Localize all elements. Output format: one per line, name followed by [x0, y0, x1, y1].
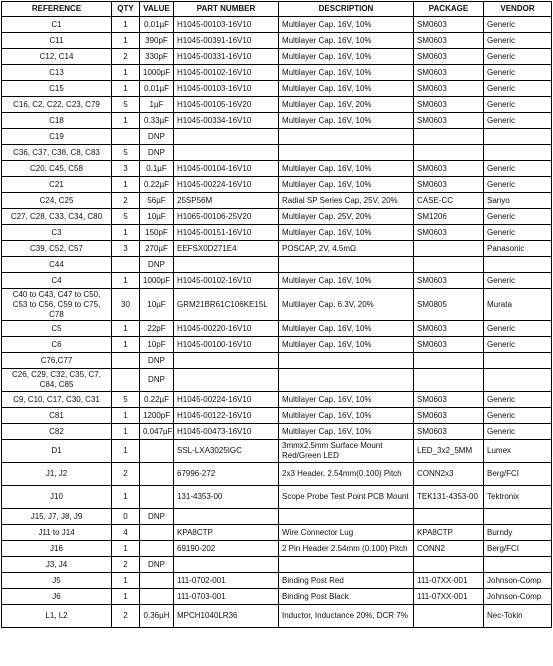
reference-cell: C39, C52, C57: [2, 241, 112, 257]
qty-cell: 1: [112, 273, 140, 289]
vendor-cell: [484, 257, 552, 273]
part-number-cell: H1045-00105-16V20: [174, 97, 279, 113]
column-header-vendor: VENDOR: [484, 2, 552, 17]
vendor-cell: Generic: [484, 177, 552, 193]
vendor-cell: Johnson-Comp: [484, 589, 552, 605]
qty-cell: 1: [112, 408, 140, 424]
package-cell: [414, 241, 484, 257]
reference-cell: C81: [2, 408, 112, 424]
value-cell: 1000pF: [140, 65, 174, 81]
package-cell: 111-07XX-001: [414, 589, 484, 605]
value-cell: [140, 486, 174, 509]
value-cell: 1000pF: [140, 273, 174, 289]
qty-cell: [112, 257, 140, 273]
value-cell: 0.36µH: [140, 605, 174, 628]
qty-cell: 5: [112, 392, 140, 408]
package-cell: TEK131-4353-00: [414, 486, 484, 509]
vendor-cell: Generic: [484, 408, 552, 424]
table-row: [2, 81, 552, 97]
reference-cell: C15: [2, 81, 112, 97]
description-cell: Multilayer Cap, 16V, 10%: [279, 337, 414, 353]
package-cell: 111-07XX-001: [414, 573, 484, 589]
description-cell: 2x3 Header, 2.54mm(0.100) Pitch: [279, 463, 414, 486]
reference-cell: C44: [2, 257, 112, 273]
vendor-cell: [484, 369, 552, 392]
reference-cell: J3, J4: [2, 557, 112, 573]
reference-cell: C3: [2, 225, 112, 241]
part-number-cell: H1045-00220-16V10: [174, 321, 279, 337]
table-row: [2, 486, 552, 509]
qty-cell: 4: [112, 525, 140, 541]
value-cell: 10µF: [140, 209, 174, 225]
table-row: [2, 573, 552, 589]
package-cell: SM0603: [414, 49, 484, 65]
description-cell: Multilayer Cap, 6.3V, 20%: [279, 289, 414, 321]
description-cell: Multilayer Cap, 16V, 20%: [279, 97, 414, 113]
reference-cell: C21: [2, 177, 112, 193]
reference-cell: J15, J7, J8, J9: [2, 509, 112, 525]
value-cell: 0.22µF: [140, 177, 174, 193]
part-number-cell: 67996-272: [174, 463, 279, 486]
package-cell: SM0603: [414, 65, 484, 81]
table-row: [2, 353, 552, 369]
package-cell: CASE-CC: [414, 193, 484, 209]
part-number-cell: [174, 557, 279, 573]
description-cell: Multilayer Cap, 16V, 10%: [279, 65, 414, 81]
value-cell: 56µF: [140, 193, 174, 209]
part-number-cell: H1045-00104-16V10: [174, 161, 279, 177]
table-row: [2, 97, 552, 113]
description-cell: [279, 353, 414, 369]
package-cell: [414, 129, 484, 145]
reference-cell: L1, L2: [2, 605, 112, 628]
reference-cell: C18: [2, 113, 112, 129]
qty-cell: 1: [112, 33, 140, 49]
part-number-cell: [174, 369, 279, 392]
part-number-cell: 111-0702-001: [174, 573, 279, 589]
table-header-row: [2, 2, 552, 17]
part-number-cell: H1045-00103-16V10: [174, 81, 279, 97]
package-cell: SM0805: [414, 289, 484, 321]
vendor-cell: Panasonic: [484, 241, 552, 257]
table-row: [2, 145, 552, 161]
package-cell: [414, 257, 484, 273]
value-cell: DNP: [140, 129, 174, 145]
reference-cell: C13: [2, 65, 112, 81]
table-row: [2, 525, 552, 541]
part-number-cell: H1045-00224-16V10: [174, 177, 279, 193]
description-cell: Multilayer Cap, 16V, 10%: [279, 81, 414, 97]
vendor-cell: Generic: [484, 209, 552, 225]
vendor-cell: [484, 353, 552, 369]
part-number-cell: 69190-202: [174, 541, 279, 557]
description-cell: Radial SP Series Cap, 25V, 20%: [279, 193, 414, 209]
reference-cell: C27, C28, C33, C34, C80: [2, 209, 112, 225]
qty-cell: [112, 353, 140, 369]
table-row: [2, 369, 552, 392]
value-cell: 390pF: [140, 33, 174, 49]
qty-cell: 0: [112, 509, 140, 525]
vendor-cell: Tektronix: [484, 486, 552, 509]
description-cell: Multilayer Cap, 16V, 10%: [279, 392, 414, 408]
qty-cell: 1: [112, 65, 140, 81]
reference-cell: C82: [2, 424, 112, 440]
description-cell: [279, 509, 414, 525]
qty-cell: 1: [112, 541, 140, 557]
description-cell: Multilayer Cap, 16V, 10%: [279, 273, 414, 289]
vendor-cell: Berg/FCI: [484, 541, 552, 557]
package-cell: [414, 145, 484, 161]
vendor-cell: [484, 129, 552, 145]
package-cell: [414, 353, 484, 369]
description-cell: POSCAP, 2V, 4.5mΩ: [279, 241, 414, 257]
value-cell: [140, 541, 174, 557]
reference-cell: J10: [2, 486, 112, 509]
vendor-cell: Generic: [484, 321, 552, 337]
value-cell: DNP: [140, 369, 174, 392]
reference-cell: C26, C29, C32, C35, C7, C84, C85: [2, 369, 112, 392]
vendor-cell: [484, 145, 552, 161]
package-cell: SM0603: [414, 392, 484, 408]
bill-of-materials-table: [1, 1, 552, 628]
reference-cell: J5: [2, 573, 112, 589]
qty-cell: 30: [112, 289, 140, 321]
value-cell: DNP: [140, 353, 174, 369]
column-header-package: PACKAGE: [414, 2, 484, 17]
part-number-cell: H1045-00224-16V10: [174, 392, 279, 408]
table-row: [2, 289, 552, 321]
vendor-cell: [484, 557, 552, 573]
package-cell: SM0603: [414, 97, 484, 113]
vendor-cell: Murata: [484, 289, 552, 321]
table-body: [2, 17, 552, 628]
table-row: [2, 541, 552, 557]
table-row: [2, 337, 552, 353]
reference-cell: C24, C25: [2, 193, 112, 209]
table-row: [2, 209, 552, 225]
vendor-cell: Generic: [484, 65, 552, 81]
reference-cell: D1: [2, 440, 112, 463]
table-row: [2, 193, 552, 209]
description-cell: Inductor, Inductance 20%, DCR 7%: [279, 605, 414, 628]
part-number-cell: H1065-00106-25V20: [174, 209, 279, 225]
package-cell: CONN2x3: [414, 463, 484, 486]
reference-cell: C5: [2, 321, 112, 337]
qty-cell: 1: [112, 321, 140, 337]
value-cell: 22pF: [140, 321, 174, 337]
qty-cell: 1: [112, 17, 140, 33]
description-cell: [279, 129, 414, 145]
part-number-cell: [174, 257, 279, 273]
reference-cell: J1, J2: [2, 463, 112, 486]
part-number-cell: H1045-00473-16V10: [174, 424, 279, 440]
package-cell: SM0603: [414, 177, 484, 193]
qty-cell: 2: [112, 49, 140, 65]
package-cell: SM0603: [414, 273, 484, 289]
column-header-value: VALUE: [140, 2, 174, 17]
reference-cell: J16: [2, 541, 112, 557]
table-row: [2, 241, 552, 257]
description-cell: Binding Post Red: [279, 573, 414, 589]
description-cell: Multilayer Cap, 16V, 10%: [279, 33, 414, 49]
table-row: [2, 589, 552, 605]
table-row: [2, 605, 552, 628]
part-number-cell: GRM21BR61C106KE15L: [174, 289, 279, 321]
qty-cell: [112, 369, 140, 392]
qty-cell: 2: [112, 605, 140, 628]
package-cell: SM0603: [414, 408, 484, 424]
part-number-cell: H1045-00102-16V10: [174, 65, 279, 81]
description-cell: Multilayer Cap, 16V, 10%: [279, 321, 414, 337]
table-row: [2, 321, 552, 337]
reference-cell: C9, C10, C17, C30, C31: [2, 392, 112, 408]
part-number-cell: [174, 353, 279, 369]
package-cell: SM0603: [414, 424, 484, 440]
package-cell: [414, 509, 484, 525]
part-number-cell: H1045-00122-16V10: [174, 408, 279, 424]
value-cell: DNP: [140, 557, 174, 573]
qty-cell: 5: [112, 97, 140, 113]
description-cell: Multilayer Cap, 16V, 10%: [279, 177, 414, 193]
description-cell: 2 Pin Header 2.54mm (0.100) Pitch: [279, 541, 414, 557]
qty-cell: [112, 129, 140, 145]
column-header-part-number: PART NUMBER: [174, 2, 279, 17]
vendor-cell: Generic: [484, 225, 552, 241]
package-cell: SM0603: [414, 337, 484, 353]
part-number-cell: EEFSX0D271E4: [174, 241, 279, 257]
value-cell: 10pF: [140, 337, 174, 353]
qty-cell: 5: [112, 209, 140, 225]
value-cell: [140, 573, 174, 589]
column-header-qty: QTY: [112, 2, 140, 17]
package-cell: SM1206: [414, 209, 484, 225]
qty-cell: 1: [112, 225, 140, 241]
reference-cell: C4: [2, 273, 112, 289]
value-cell: 0.01µF: [140, 17, 174, 33]
package-cell: CONN2: [414, 541, 484, 557]
table-row: [2, 273, 552, 289]
table-row: [2, 392, 552, 408]
part-number-cell: H1045-00331-16V10: [174, 49, 279, 65]
value-cell: 1µF: [140, 97, 174, 113]
package-cell: [414, 557, 484, 573]
vendor-cell: Generic: [484, 392, 552, 408]
qty-cell: 1: [112, 486, 140, 509]
reference-cell: C40 to C43, C47 to C50, C53 to C56, C59 to C75, C78: [2, 289, 112, 321]
vendor-cell: Generic: [484, 113, 552, 129]
package-cell: SM0603: [414, 113, 484, 129]
table-row: [2, 49, 552, 65]
table-row: [2, 463, 552, 486]
reference-cell: J6: [2, 589, 112, 605]
value-cell: 0.047µF: [140, 424, 174, 440]
table-row: [2, 257, 552, 273]
table-row: [2, 129, 552, 145]
vendor-cell: Sanyo: [484, 193, 552, 209]
value-cell: 10µF: [140, 289, 174, 321]
package-cell: SM0603: [414, 161, 484, 177]
package-cell: [414, 369, 484, 392]
value-cell: DNP: [140, 145, 174, 161]
part-number-cell: 131-4353-00: [174, 486, 279, 509]
table-row: [2, 161, 552, 177]
qty-cell: 1: [112, 573, 140, 589]
part-number-cell: [174, 129, 279, 145]
part-number-cell: H1045-00102-16V10: [174, 273, 279, 289]
qty-cell: 3: [112, 161, 140, 177]
value-cell: 0.01µF: [140, 81, 174, 97]
table-row: [2, 177, 552, 193]
value-cell: [140, 525, 174, 541]
vendor-cell: Generic: [484, 81, 552, 97]
vendor-cell: Generic: [484, 49, 552, 65]
package-cell: KPA8CTP: [414, 525, 484, 541]
part-number-cell: SSL-LXA3025IGC: [174, 440, 279, 463]
qty-cell: 1: [112, 424, 140, 440]
value-cell: 0.1µF: [140, 161, 174, 177]
description-cell: Multilayer Cap, 16V, 10%: [279, 17, 414, 33]
description-cell: [279, 257, 414, 273]
description-cell: [279, 557, 414, 573]
qty-cell: 2: [112, 463, 140, 486]
value-cell: DNP: [140, 257, 174, 273]
qty-cell: 2: [112, 557, 140, 573]
part-number-cell: H1045-00100-16V10: [174, 337, 279, 353]
part-number-cell: H1045-00334-16V10: [174, 113, 279, 129]
vendor-cell: Generic: [484, 273, 552, 289]
description-cell: Wire Connector Lug: [279, 525, 414, 541]
description-cell: Multilayer Cap, 16V, 10%: [279, 49, 414, 65]
description-cell: Binding Post Black: [279, 589, 414, 605]
qty-cell: 5: [112, 145, 140, 161]
reference-cell: C1: [2, 17, 112, 33]
description-cell: [279, 145, 414, 161]
vendor-cell: Generic: [484, 424, 552, 440]
vendor-cell: Burndy: [484, 525, 552, 541]
qty-cell: 1: [112, 440, 140, 463]
part-number-cell: H1045-00391-16V10: [174, 33, 279, 49]
value-cell: 0.22µF: [140, 392, 174, 408]
package-cell: SM0603: [414, 33, 484, 49]
part-number-cell: [174, 145, 279, 161]
table-row: [2, 424, 552, 440]
description-cell: 3mmx2.5mm Surface Mount Red/Green LED: [279, 440, 414, 463]
reference-cell: C6: [2, 337, 112, 353]
description-cell: Multilayer Cap, 25V, 20%: [279, 209, 414, 225]
value-cell: 0.33µF: [140, 113, 174, 129]
description-cell: Multilayer Cap, 16V, 10%: [279, 225, 414, 241]
reference-cell: C16, C2, C22, C23, C79: [2, 97, 112, 113]
vendor-cell: Generic: [484, 161, 552, 177]
vendor-cell: Generic: [484, 337, 552, 353]
package-cell: LED_3x2_5MM: [414, 440, 484, 463]
vendor-cell: Generic: [484, 17, 552, 33]
part-number-cell: KPA8CTP: [174, 525, 279, 541]
package-cell: SM0603: [414, 81, 484, 97]
column-header-reference: REFERENCE: [2, 2, 112, 17]
vendor-cell: Generic: [484, 33, 552, 49]
table-row: [2, 509, 552, 525]
reference-cell: C11: [2, 33, 112, 49]
table-row: [2, 33, 552, 49]
qty-cell: 1: [112, 81, 140, 97]
reference-cell: C36, C37, C38, C8, C83: [2, 145, 112, 161]
qty-cell: 3: [112, 241, 140, 257]
value-cell: 270µF: [140, 241, 174, 257]
part-number-cell: H1045-00103-16V10: [174, 17, 279, 33]
table-row: [2, 225, 552, 241]
reference-cell: C76,C77: [2, 353, 112, 369]
part-number-cell: 25SP56M: [174, 193, 279, 209]
reference-cell: C20, C45, C58: [2, 161, 112, 177]
value-cell: [140, 589, 174, 605]
package-cell: SM0603: [414, 225, 484, 241]
part-number-cell: H1045-00151-16V10: [174, 225, 279, 241]
vendor-cell: Johnson-Comp: [484, 573, 552, 589]
value-cell: 150pF: [140, 225, 174, 241]
qty-cell: 1: [112, 589, 140, 605]
value-cell: 330pF: [140, 49, 174, 65]
table-row: [2, 557, 552, 573]
part-number-cell: [174, 509, 279, 525]
vendor-cell: [484, 509, 552, 525]
description-cell: Multilayer Cap, 16V, 10%: [279, 424, 414, 440]
value-cell: [140, 440, 174, 463]
description-cell: Scope Probe Test Point PCB Mount: [279, 486, 414, 509]
description-cell: Multilayer Cap, 16V, 10%: [279, 161, 414, 177]
qty-cell: 1: [112, 177, 140, 193]
description-cell: Multilayer Cap, 16V, 10%: [279, 408, 414, 424]
table-row: [2, 408, 552, 424]
qty-cell: 1: [112, 113, 140, 129]
package-cell: SM0603: [414, 17, 484, 33]
reference-cell: C19: [2, 129, 112, 145]
vendor-cell: Nec-Tokin: [484, 605, 552, 628]
reference-cell: C12, C14: [2, 49, 112, 65]
value-cell: DNP: [140, 509, 174, 525]
reference-cell: J11 to J14: [2, 525, 112, 541]
part-number-cell: MPCH1040LR36: [174, 605, 279, 628]
description-cell: [279, 369, 414, 392]
table-row: [2, 17, 552, 33]
value-cell: [140, 463, 174, 486]
table-row: [2, 113, 552, 129]
part-number-cell: 111-0703-001: [174, 589, 279, 605]
column-header-description: DESCRIPTION: [279, 2, 414, 17]
vendor-cell: Berg/FCI: [484, 463, 552, 486]
qty-cell: 2: [112, 193, 140, 209]
vendor-cell: Lumex: [484, 440, 552, 463]
description-cell: Multilayer Cap, 16V, 10%: [279, 113, 414, 129]
vendor-cell: Generic: [484, 97, 552, 113]
table-row: [2, 65, 552, 81]
package-cell: [414, 605, 484, 628]
qty-cell: 1: [112, 337, 140, 353]
table-row: [2, 440, 552, 463]
package-cell: SM0603: [414, 321, 484, 337]
value-cell: 1200pF: [140, 408, 174, 424]
